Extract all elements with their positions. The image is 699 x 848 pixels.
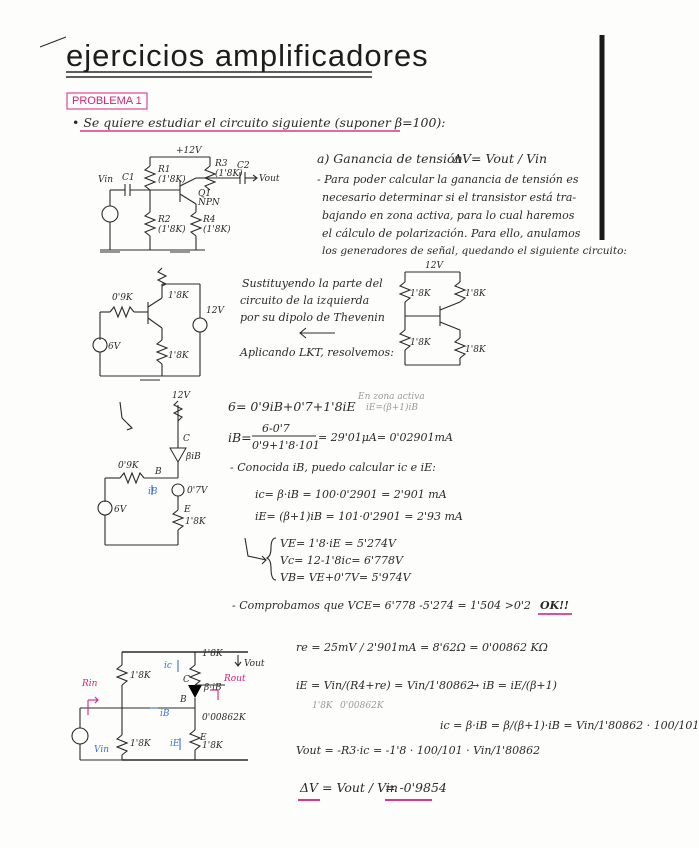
c4-re: 1'8K xyxy=(185,517,206,527)
c1-r2: R2 xyxy=(158,215,171,225)
ss-vin: Vin xyxy=(94,745,110,755)
c2-vth: 6V xyxy=(108,342,121,352)
ss-vout: Vout xyxy=(244,659,265,669)
explanation-line-2: necesario determinar si el transistor está tra- xyxy=(322,191,577,204)
ss-ib: iB xyxy=(160,709,170,719)
ve-calc: VE= 1'8·iE = 5'274V xyxy=(280,537,396,550)
ib-result: = 29'01μA= 0'02901mA xyxy=(318,431,453,444)
ib-denominator: 0'9+1'8·101 xyxy=(252,439,320,452)
under-re: 0'00862K xyxy=(340,701,384,711)
c1-vin: Vin xyxy=(98,175,114,185)
page-title: ejercicios amplificadores xyxy=(66,38,429,73)
problem-statement: • Se quiere estudiar el circuito siguiente (suponer β=100): xyxy=(72,115,446,130)
c1-r4v: (1'8K) xyxy=(203,225,231,235)
c1-r2v: (1'8K) xyxy=(158,225,186,235)
c2-vcc: 12V xyxy=(206,306,224,316)
ss-r2: 1'8K xyxy=(130,739,151,749)
part-a-formula: ΔV= Vout / Vin xyxy=(453,151,547,166)
ib-equation: → iB = iE/(β+1) xyxy=(470,679,557,692)
kvl-text: Aplicando LKT, resolvemos: xyxy=(240,346,394,359)
vb-calc: VB= VE+0'7V= 5'974V xyxy=(280,571,411,584)
ss-e: E xyxy=(200,733,207,743)
ss-r1: 1'8K xyxy=(130,671,151,681)
ie-equation: iE = Vin/(R4+re) = Vin/1'80862 xyxy=(296,679,474,692)
c1-c1: C1 xyxy=(122,173,135,183)
ie-calc: iE= (β+1)iB = 101·0'2901 = 2'93 mA xyxy=(255,510,463,523)
vout-equation: Vout = -R3·ic = -1'8 · 100/101 · Vin/1'80862 xyxy=(296,744,541,757)
ss-r4: 1'8K xyxy=(202,741,223,751)
ss-ie: iE xyxy=(170,739,180,749)
ss-rin: Rin xyxy=(82,679,98,689)
c4-b: B xyxy=(155,467,162,477)
ib-numerator: 6-0'7 xyxy=(262,422,290,435)
ss-r3: 1'8K xyxy=(202,649,223,659)
c4-c: C xyxy=(183,434,190,444)
ok-mark: OK!! xyxy=(540,599,569,612)
ss-bib: β·iB xyxy=(204,683,222,693)
c4-ib: iB xyxy=(148,487,158,497)
explanation-line-1: - Para poder calcular la ganancia de tensión es xyxy=(317,173,579,186)
thevenin-line-2: circuito de la izquierda xyxy=(240,294,370,307)
ss-b: B xyxy=(180,695,187,705)
c1-c2: C2 xyxy=(237,161,250,171)
c2-rc: 1'8K xyxy=(168,291,189,301)
note-active-zone: En zona activa xyxy=(358,392,425,402)
c1-r1: R1 xyxy=(158,165,171,175)
c1-q: Q1 xyxy=(198,189,212,199)
c4-bib: βiB xyxy=(186,452,201,462)
ic-calc: ic= β·iB = 100·0'2901 = 2'901 mA xyxy=(255,488,447,501)
c4-v07: 0'7V xyxy=(187,486,208,496)
explanation-line-3: bajando en zona activa, para lo cual haremos xyxy=(322,209,575,222)
c1-r3v: (1'8K) xyxy=(215,169,243,179)
c3-vcc: 12V xyxy=(425,261,443,271)
known-ib: - Conocida iB, puedo calcular ic e iE: xyxy=(230,461,436,474)
c3-r4: 1'8K xyxy=(465,345,486,355)
c4-e: E xyxy=(184,505,191,515)
re-equation: re = 25mV / 2'901mA = 8'62Ω = 0'00862 KΩ xyxy=(296,641,548,654)
c1-vcc: +12V xyxy=(176,146,202,156)
gain-lhs: ΔV = Vout / Vin xyxy=(300,780,398,795)
ib-label: iB= xyxy=(228,430,252,445)
c1-r3: R3 xyxy=(215,159,228,169)
c3-r1: 1'8K xyxy=(410,289,431,299)
ss-ic: ic xyxy=(164,661,172,671)
ss-rout: Rout xyxy=(224,674,246,684)
c4-vth: 6V xyxy=(114,505,127,515)
explanation-line-5: los generadores de señal, quedando el siguiente circuito: xyxy=(322,245,627,257)
thevenin-line-1: Sustituyendo la parte del xyxy=(242,277,383,290)
gain-result: = -0'9854 xyxy=(385,780,447,795)
explanation-line-4: el cálculo de polarización. Para ello, anulamos xyxy=(322,227,581,240)
c1-vout: Vout xyxy=(259,174,280,184)
c2-rth: 0'9K xyxy=(112,293,133,303)
c2-re: 1'8K xyxy=(168,351,189,361)
ss-c: C xyxy=(183,675,190,685)
c1-r1v: (1'8K) xyxy=(158,175,186,185)
vc-calc: Vc= 12-1'8ic= 6'778V xyxy=(280,554,403,567)
note-ie: iE=(β+1)iB xyxy=(366,403,418,413)
c3-r3: 1'8K xyxy=(465,289,486,299)
part-a-heading: a) Ganancia de tensión xyxy=(317,151,463,166)
ic-equation: ic = β·iB = β/(β+1)·iB = Vin/1'80862 · 100/101 xyxy=(440,719,699,732)
eq-kvl: 6= 0'9iB+0'7+1'8iE xyxy=(228,399,356,414)
c4-rth: 0'9K xyxy=(118,461,139,471)
c1-npn: NPN xyxy=(198,198,220,208)
under-r4: 1'8K xyxy=(312,701,333,711)
problem-label: PROBLEMA 1 xyxy=(72,95,142,107)
vce-check: - Comprobamos que VCE= 6'778 -5'274 = 1'504 >0'2 xyxy=(232,599,531,612)
thevenin-line-3: por su dipolo de Thevenin xyxy=(240,311,385,324)
c3-r2: 1'8K xyxy=(410,338,431,348)
c1-r4: R4 xyxy=(203,215,216,225)
ss-re: 0'00862K xyxy=(202,713,246,723)
c4-vcc: 12V xyxy=(172,391,190,401)
